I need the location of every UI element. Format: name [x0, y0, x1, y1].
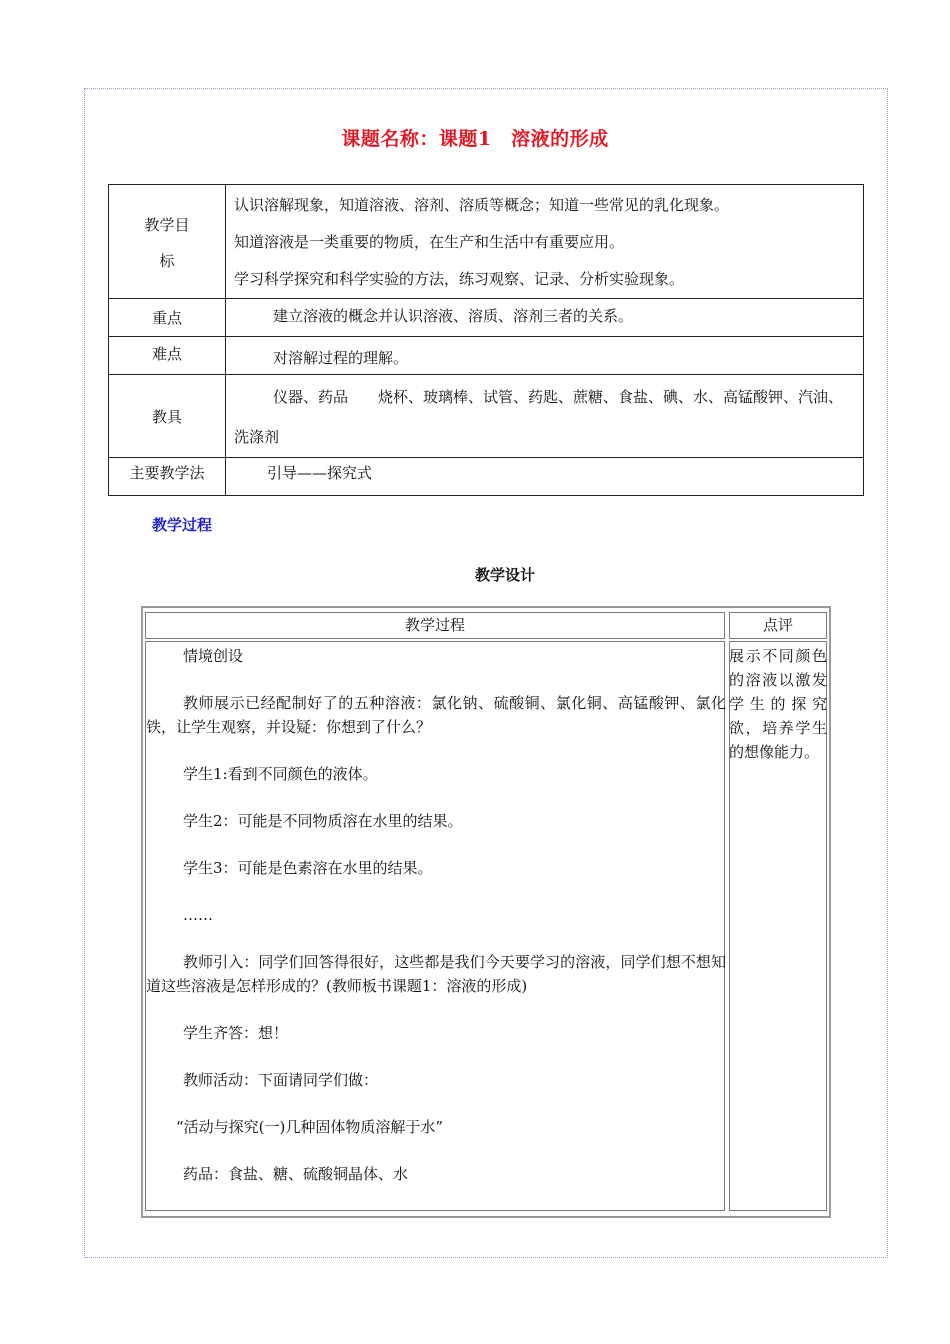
process-content — [146, 644, 726, 1186]
method-cell — [226, 458, 864, 496]
process-paragraph: 学生3：可能是色素溶在水里的结果。 — [183, 859, 433, 877]
tools-row — [109, 375, 864, 458]
difficult-row — [109, 337, 864, 375]
key-cell — [226, 299, 864, 337]
goal-item: 知道溶液是一类重要的物质，在生产和生活中有重要应用。 — [234, 233, 625, 251]
process-paragraph: 学生2：可能是不同物质溶在水里的结果。 — [183, 812, 463, 830]
key-text: 建立溶液的概念并认识溶液、溶质、溶剂三者的关系。 — [273, 307, 634, 325]
difficult-cell — [226, 337, 864, 375]
method-text: 引导——探究式 — [267, 464, 373, 482]
process-paragraph: 教师活动：下面请同学们做： — [183, 1071, 379, 1089]
goal-label: 教学目 标 — [144, 216, 190, 270]
key-row — [109, 299, 864, 337]
comment-text: 展示不同颜色的溶液以激发学生的探究欲，培养学生的想像能力。 — [729, 647, 827, 761]
process-paragraph: 学生齐答：想！ — [183, 1024, 289, 1042]
key-label: 重点 — [109, 299, 226, 337]
process-paragraph: 学生1:看到不同颜色的液体。 — [183, 765, 378, 783]
process-paragraph: 教师引入：同学们回答得很好，这些都是我们今天要学习的溶液，同学们想不想知道这些溶液是怎样形成的？(教师板书课题1：溶液的形成) — [146, 953, 726, 995]
goal-item: 认识溶解现象，知道溶液、溶剂、溶质等概念；知道一些常见的乳化现象。 — [234, 196, 730, 214]
method-label: 主要教学法 — [109, 458, 226, 496]
difficult-text: 对溶解过程的理解。 — [273, 349, 409, 367]
tools-text: 仪器、药品 烧杯、玻璃棒、试管、药匙、蔗糖、食盐、碘、水、高锰酸钾、汽油、洗涤剂 — [234, 388, 844, 446]
process-paragraph: 药品：食盐、糖、硫酸铜晶体、水 — [183, 1165, 409, 1183]
tools-cell — [226, 375, 864, 458]
lesson-info-table — [108, 184, 864, 496]
design-title: 教学设计 — [474, 566, 535, 584]
goal-cell — [226, 185, 864, 299]
goal-item: 学习科学探究和科学实验的方法，练习观察、记录、分析实验现象。 — [234, 270, 685, 288]
process-paragraph: 教师展示已经配制好了的五种溶液：氯化钠、硫酸铜、氯化铜、高锰酸钾、氯化铁，让学生观察，并设疑：你想到了什么？ — [146, 694, 726, 736]
goal-row — [109, 185, 864, 299]
process-column-header: 教学过程 — [145, 612, 725, 639]
tools-label: 教具 — [109, 375, 226, 458]
difficult-label: 难点 — [109, 337, 226, 375]
process-paragraph: “活动与探究(一)几种固体物质溶解于水” — [176, 1118, 444, 1136]
process-paragraph: 情境创设 — [183, 647, 244, 665]
process-paragraph: …… — [183, 906, 213, 924]
lesson-title: 课题名称：课题1 溶液的形成 — [341, 128, 609, 150]
goal-label-cell — [109, 185, 226, 299]
comment-column-header: 点评 — [729, 612, 827, 639]
section-heading: 教学过程 — [152, 516, 213, 534]
method-row — [109, 458, 864, 496]
